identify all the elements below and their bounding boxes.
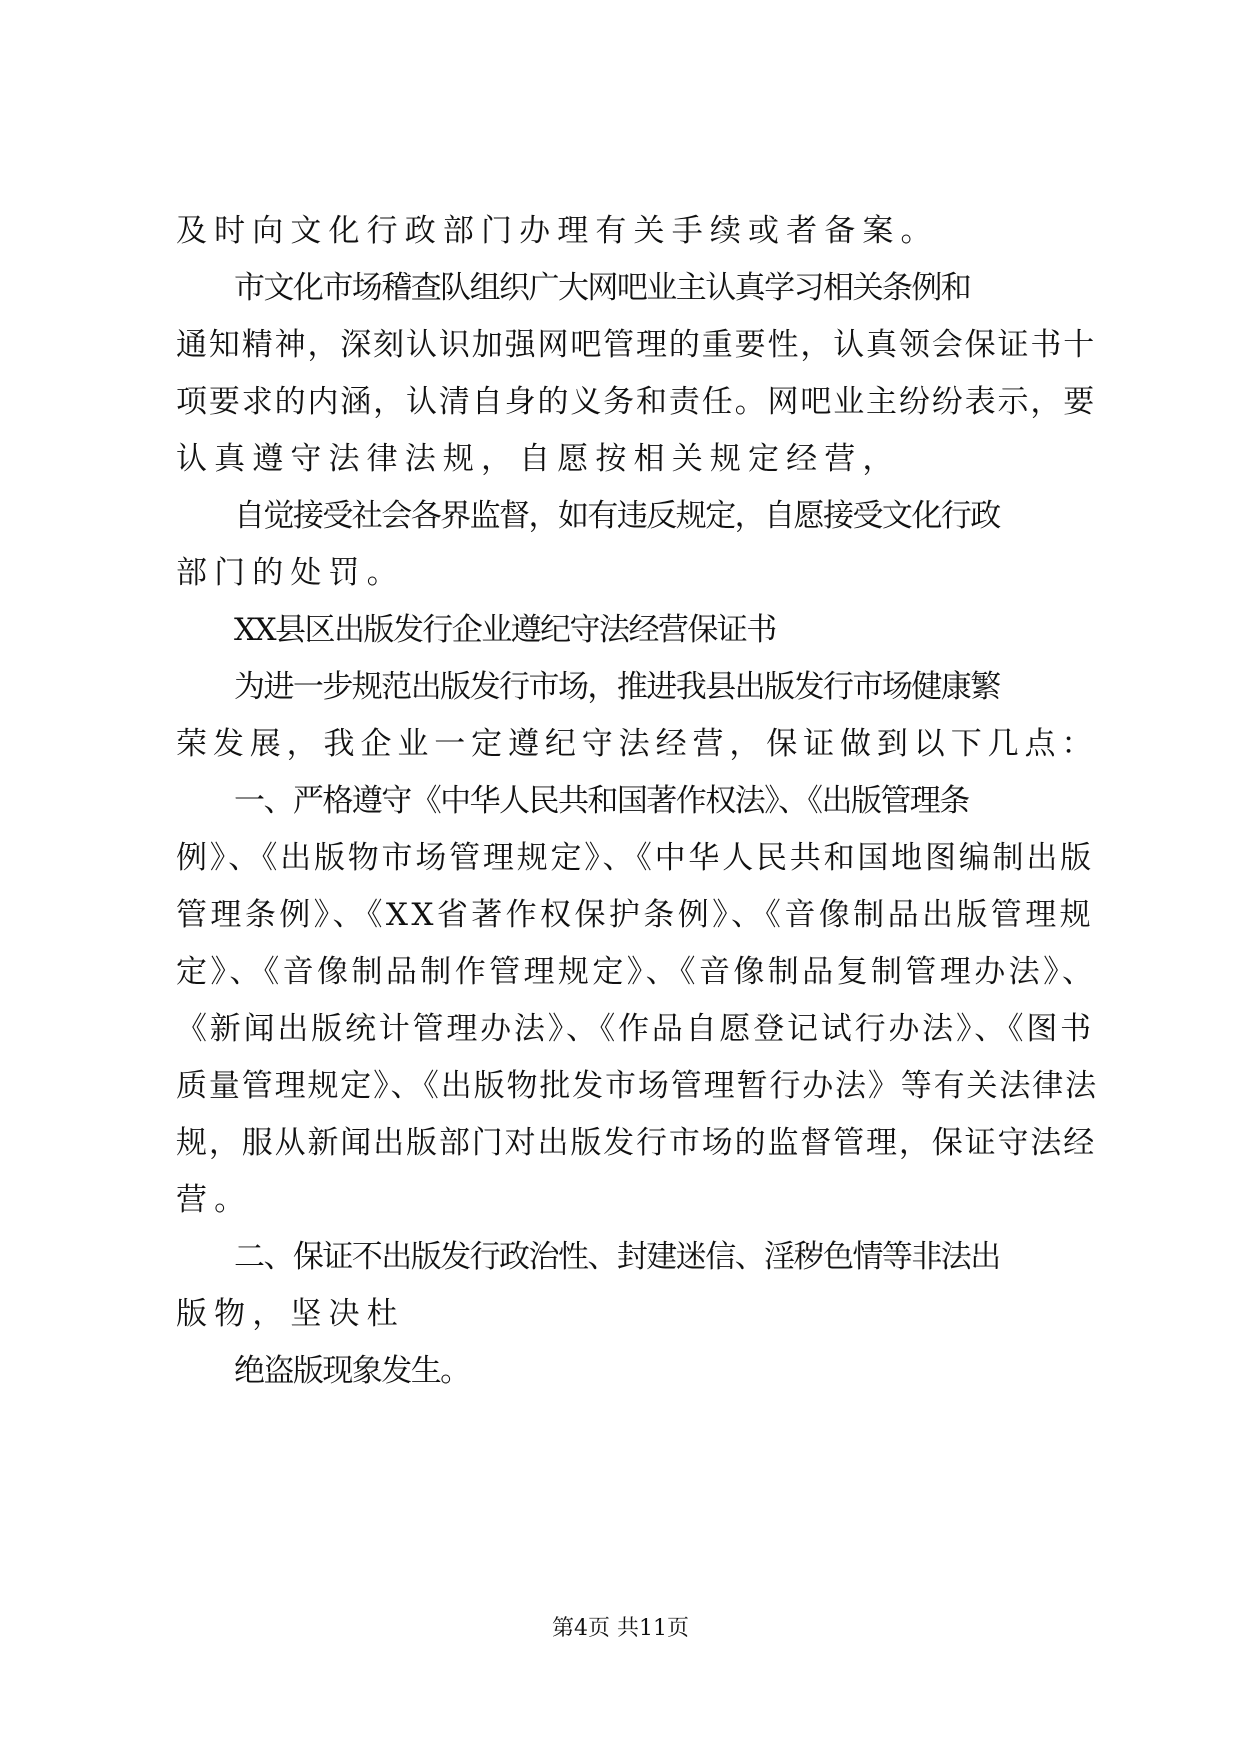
paragraph-start: 市文化市场稽查队组织广大网吧业主认真学习相关条例和	[234, 270, 971, 306]
page-number-footer: 第4页 共11页	[552, 1616, 689, 1641]
paragraph-start: 二、保证不出版发行政治性、封建迷信、淫秽色情等非法出	[234, 1239, 1000, 1275]
text-line: 营。	[176, 1182, 253, 1218]
paragraph-start: 为进一步规范出版发行市场，推进我县出版发行市场健康繁	[234, 669, 1000, 705]
paragraph-start: 一、严格遵守《中华人民共和国著作权法》、《出版管理条	[234, 783, 969, 819]
text-line: 《新闻出版统计管理办法》、《作品自愿登记试行办法》、《图书	[176, 1011, 1094, 1047]
text-line: 定》、《音像制品制作管理规定》、《音像制品复制管理办法》、	[176, 954, 1097, 990]
text-line: 版物，坚决杜	[176, 1296, 405, 1332]
text-line: 规，服从新闻出版部门对出版发行市场的监督管理，保证守法经	[176, 1125, 1097, 1161]
text-line: 及时向文化行政部门办理有关手续或者备案。	[176, 213, 939, 249]
text-line: 部门的处罚。	[176, 555, 405, 591]
paragraph-start: 自觉接受社会各界监督，如有违反规定，自愿接受文化行政	[234, 498, 1000, 534]
text-line: 质量管理规定》、《出版物批发市场管理暂行办法》等有关法律法	[176, 1068, 1098, 1104]
text-line: 例》、《出版物市场管理规定》、《中华人民共和国地图编制出版	[176, 840, 1094, 876]
text-line: 管理条例》、《XX省著作权保护条例》、《音像制品出版管理规	[176, 897, 1095, 933]
text-line: 认真遵守法律法规，自愿按相关规定经营，	[176, 441, 901, 477]
paragraph-start: 绝盗版现象发生。	[234, 1353, 470, 1389]
text-line: 项要求的内涵，认清自身的义务和责任。网吧业主纷纷表示，要	[176, 384, 1097, 420]
text-line: 荣发展，我企业一定遵纪守法经营，保证做到以下几点：	[176, 726, 1099, 762]
section-title: XX县区出版发行企业遵纪守法经营保证书	[234, 612, 776, 648]
text-line: 通知精神，深刻认识加强网吧管理的重要性，认真领会保证书十	[176, 327, 1097, 363]
